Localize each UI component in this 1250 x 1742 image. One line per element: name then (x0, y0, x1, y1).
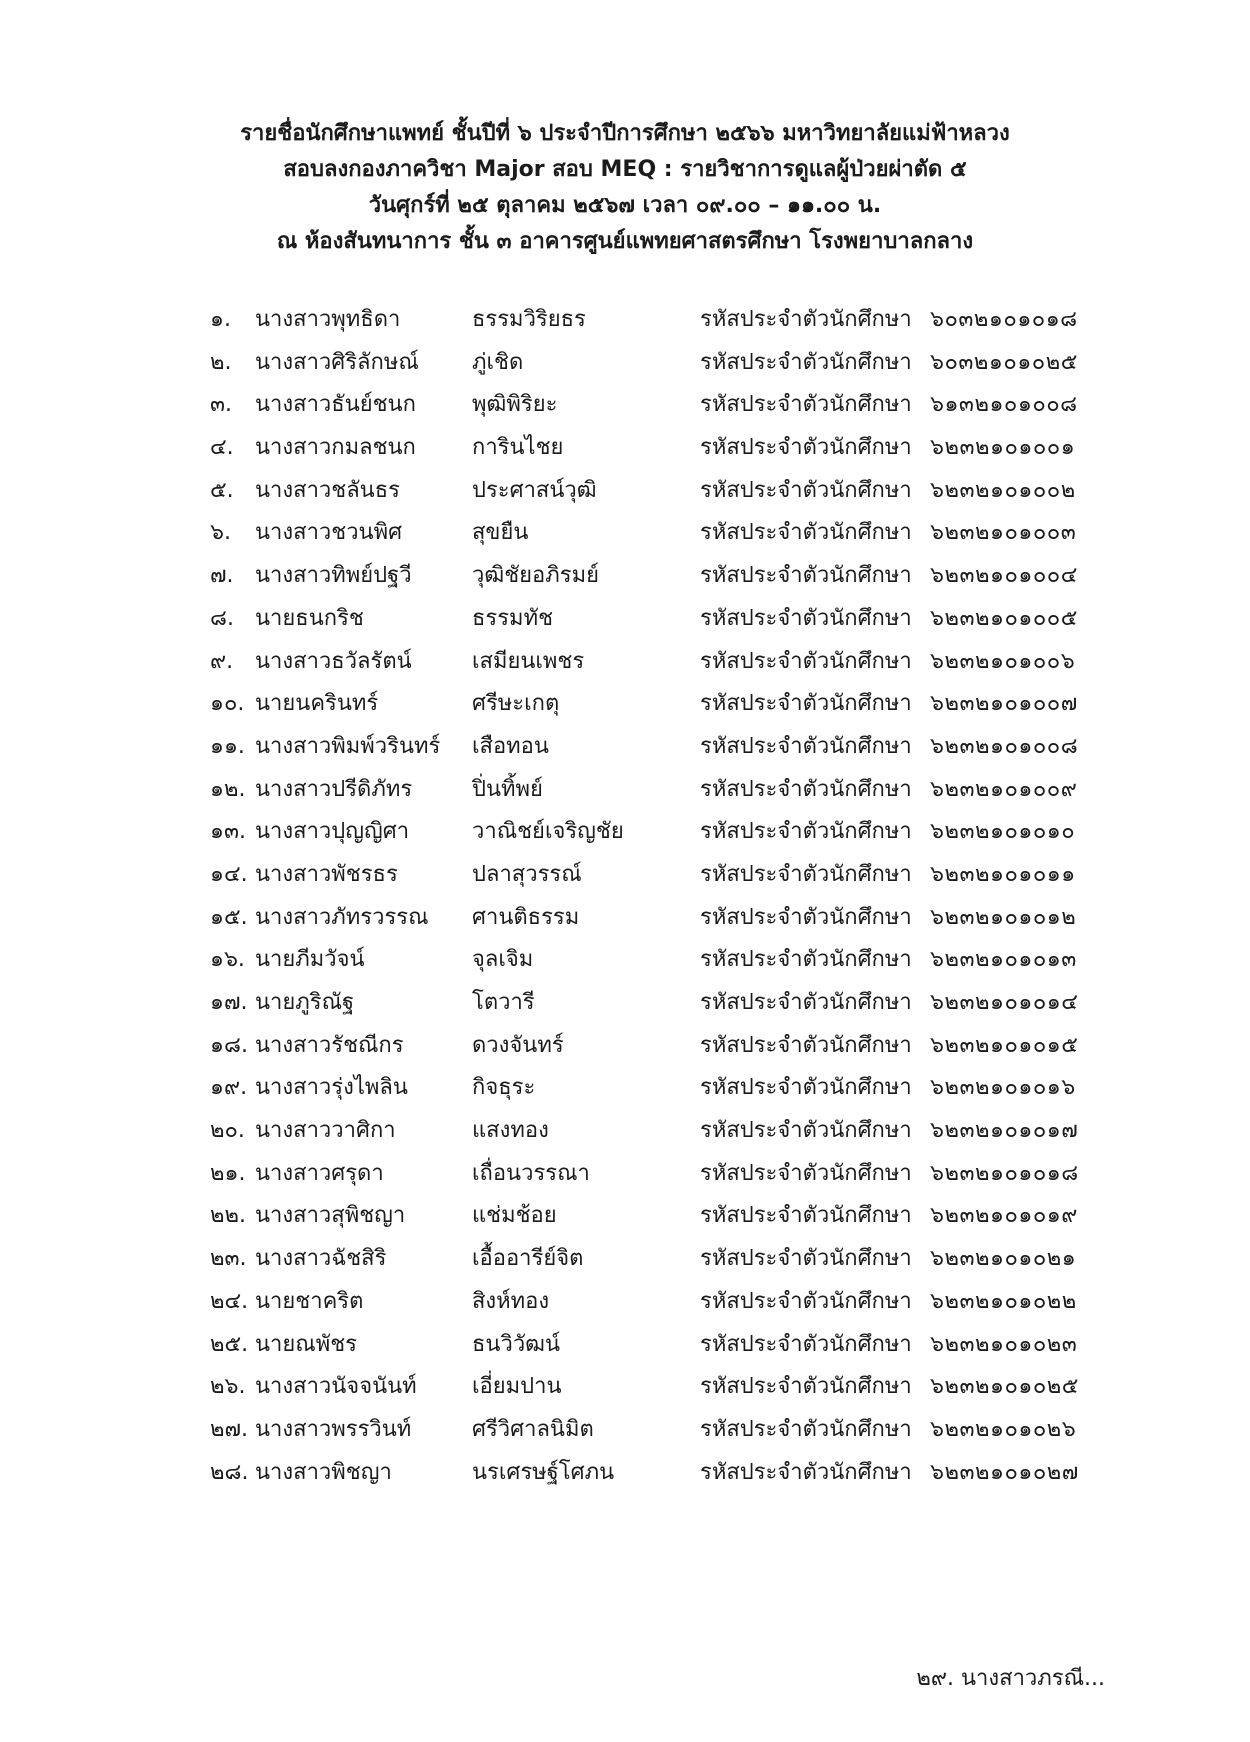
continuation-note: ๒๙. นางสาวภรณี... (916, 1666, 1105, 1691)
student-first-name: นางสาวศรุดา (255, 1160, 384, 1186)
student-number: ๒๔. (210, 1288, 249, 1314)
student-roster (210, 305, 1110, 1500)
student-id-label: รหัสประจำตัวนักศึกษา (700, 1374, 912, 1400)
student-number: ๑๖. (210, 947, 245, 973)
student-id-label: รหัสประจำตัวนักศึกษา (700, 990, 912, 1015)
student-id: ๖๒๓๒๑๐๑๐๐๔ (930, 563, 1078, 589)
student-id: ๖๒๓๒๑๐๑๐๑๑ (930, 861, 1076, 887)
student-row (210, 518, 1110, 561)
student-row (210, 732, 1110, 775)
student-first-name: นางสาวฉัชสิริ (255, 1246, 387, 1272)
student-number: ๒๓. (210, 1246, 247, 1272)
student-last-name: เถื่อนวรรณา (472, 1160, 590, 1186)
header-subject: สอบลงกองภาควิชา Major สอบ MEQ : รายวิชาการดูแลผู้ป่วยผ่าตัด ๕ (283, 157, 967, 182)
student-row (210, 433, 1110, 476)
student-last-name: ดวงจันทร์ (472, 1032, 564, 1058)
student-last-name: ภู่เชิด (472, 349, 524, 375)
student-last-name: แช่มช้อย (472, 1203, 557, 1229)
student-id: ๖๒๓๒๑๐๑๐๐๙ (930, 776, 1078, 802)
student-id: ๖๐๓๒๑๐๑๐๑๘ (930, 307, 1078, 332)
student-last-name: จุลเจิม (472, 947, 534, 973)
student-last-name: เอี่ยมปาน (472, 1374, 562, 1400)
student-id-label: รหัสประจำตัวนักศึกษา (700, 1118, 912, 1144)
student-id: ๖๒๓๒๑๐๑๐๒๕ (930, 1374, 1079, 1400)
student-id: ๖๒๓๒๑๐๑๐๑๙ (930, 1203, 1078, 1229)
student-first-name: นายภีมวัจน์ (255, 947, 365, 973)
student-first-name: นางสาวภัทรวรรณ (255, 904, 429, 930)
student-id-label: รหัสประจำตัวนักศึกษา (700, 947, 912, 973)
student-id: ๖๒๓๒๑๐๑๐๒๑ (930, 1246, 1077, 1272)
student-last-name: ปิ่นทิ้พย์ (472, 776, 543, 802)
student-last-name: สิงห์ทอง (472, 1288, 550, 1314)
student-last-name: ปลาสุวรรณ์ (472, 861, 582, 887)
student-id: ๖๒๓๒๑๐๑๐๐๘ (930, 733, 1079, 759)
student-id-label: รหัสประจำตัวนักศึกษา (700, 904, 912, 930)
student-id: ๖๒๓๒๑๐๑๐๑๐ (930, 819, 1076, 845)
student-last-name: การินไชย (472, 435, 564, 461)
student-number: ๒๖. (210, 1374, 246, 1400)
student-id-label: รหัสประจำตัวนักศึกษา (700, 1160, 912, 1186)
student-last-name: วุฒิชัยอภิรมย์ (472, 563, 599, 589)
student-first-name: นางสาวชลันธร (255, 477, 400, 503)
student-number: ๒. (210, 349, 232, 375)
student-last-name: โตวารี (472, 990, 535, 1015)
student-number: ๙. (210, 648, 234, 674)
student-id: ๖๒๓๒๑๐๑๐๒๗ (930, 1459, 1079, 1485)
student-id-label: รหัสประจำตัวนักศึกษา (700, 733, 912, 759)
student-last-name: พุฒิพิริยะ (472, 392, 558, 418)
header-location: ณ ห้องสันทนาการ ชั้น ๓ อาคารศูนย์แพทยศาสตรศึกษา โรงพยาบาลกลาง (276, 229, 974, 254)
student-id-label: รหัสประจำตัวนักศึกษา (700, 563, 912, 589)
student-first-name: นางสาวรุ่งไพลิน (255, 1075, 408, 1101)
student-first-name: นายธนกริช (255, 605, 364, 631)
student-row (210, 561, 1110, 604)
student-id: ๖๒๓๒๑๐๑๐๒๓ (930, 1331, 1078, 1357)
student-number: ๑๒. (210, 776, 246, 802)
student-id-label: รหัสประจำตัวนักศึกษา (700, 1331, 912, 1357)
student-number: ๑๓. (210, 819, 246, 845)
student-id-label: รหัสประจำตัวนักศึกษา (700, 435, 912, 461)
student-id: ๖๒๓๒๑๐๑๐๑๗ (930, 1118, 1079, 1144)
student-number: ๒๒. (210, 1203, 246, 1229)
student-id: ๖๒๓๒๑๐๑๐๐๖ (930, 648, 1076, 674)
student-number: ๒๗. (210, 1416, 249, 1442)
student-first-name: นางสาวปุญญิศา (255, 819, 410, 845)
student-first-name: นางสาวพุทธิดา (255, 307, 401, 332)
header-date-time: วันศุกร์ที่ ๒๕ ตุลาคม ๒๕๖๗ เวลา ๐๙.๐๐ – ๑๑.๐๐ น. (368, 193, 882, 218)
student-first-name: นายชาคริต (255, 1288, 364, 1314)
student-first-name: นางสาวปรีดิภัทร (255, 776, 413, 802)
student-row (210, 689, 1110, 732)
student-row (210, 988, 1110, 1031)
student-id-label: รหัสประจำตัวนักศึกษา (700, 605, 912, 631)
student-id: ๖๒๓๒๑๐๑๐๑๒ (930, 904, 1077, 930)
student-id: ๖๒๓๒๑๐๑๐๐๗ (930, 691, 1078, 717)
student-id: ๖๑๓๒๑๐๑๐๐๘ (930, 392, 1078, 418)
student-row (210, 647, 1110, 690)
student-id-label: รหัสประจำตัวนักศึกษา (700, 1459, 912, 1485)
student-number: ๑๕. (210, 904, 248, 930)
student-row (210, 1073, 1110, 1116)
student-last-name: ธรรมทัช (472, 605, 553, 631)
student-first-name: นายนครินทร์ (255, 691, 379, 717)
student-last-name: ประศาสน์วุฒิ (472, 477, 597, 503)
student-last-name: ศรีษะเกตุ (472, 691, 560, 717)
student-id: ๖๒๓๒๑๐๑๐๑๘ (930, 1160, 1079, 1186)
student-id-label: รหัสประจำตัวนักศึกษา (700, 477, 912, 503)
student-number: ๔. (210, 435, 234, 461)
student-row (210, 903, 1110, 946)
student-first-name: นายณพัชร (255, 1331, 357, 1357)
student-first-name: นางสาวธวัลรัตน์ (255, 648, 412, 674)
student-id: ๖๒๓๒๑๐๑๐๐๕ (930, 605, 1078, 631)
student-id: ๖๒๓๒๑๐๑๐๐๓ (930, 520, 1077, 546)
student-id-label: รหัสประจำตัวนักศึกษา (700, 1288, 912, 1314)
student-first-name: นางสาวรัชณีกร (255, 1032, 404, 1058)
student-row (210, 1201, 1110, 1244)
student-number: ๘. (210, 605, 234, 631)
student-id: ๖๒๓๒๑๐๑๐๒๖ (930, 1416, 1077, 1442)
student-first-name: นางสาวชวนพิศ (255, 520, 403, 546)
student-number: ๑๗. (210, 990, 248, 1015)
student-row (210, 817, 1110, 860)
student-id-label: รหัสประจำตัวนักศึกษา (700, 349, 912, 375)
student-last-name: ศานติธรรม (472, 904, 580, 930)
student-number: ๒๕. (210, 1331, 249, 1357)
student-number: ๑๑. (210, 733, 245, 759)
student-id-label: รหัสประจำตัวนักศึกษา (700, 1203, 912, 1229)
student-first-name: นางสาวนัจจนันท์ (255, 1374, 417, 1400)
student-row (210, 476, 1110, 519)
student-row (210, 1031, 1110, 1074)
student-row (210, 390, 1110, 433)
student-number: ๓. (210, 392, 233, 418)
student-row (210, 1458, 1110, 1501)
student-row (210, 604, 1110, 647)
student-last-name: นรเศรษฐ์โศภน (472, 1459, 615, 1485)
student-last-name: ธรรมวิริยธร (472, 307, 586, 332)
student-row (210, 348, 1110, 391)
student-row (210, 775, 1110, 818)
student-first-name: นางสาวพิมพ์วรินทร์ (255, 733, 441, 759)
student-last-name: กิจธุระ (472, 1075, 536, 1101)
student-id: ๖๒๓๒๑๐๑๐๐๑ (930, 435, 1076, 461)
student-id: ๖๒๓๒๑๐๑๐๑๓ (930, 947, 1077, 973)
student-last-name: เสมียนเพชร (472, 648, 585, 674)
student-row (210, 945, 1110, 988)
student-row (210, 1244, 1110, 1287)
document-header (0, 116, 1250, 260)
student-first-name: นางสาวศิริลักษณ์ (255, 349, 419, 375)
student-id-label: รหัสประจำตัวนักศึกษา (700, 520, 912, 546)
student-number: ๑๙. (210, 1075, 248, 1101)
student-id-label: รหัสประจำตัวนักศึกษา (700, 1416, 912, 1442)
student-row (210, 1415, 1110, 1458)
student-id: ๖๒๓๒๑๐๑๐๑๖ (930, 1075, 1076, 1101)
student-last-name: ศรีวิศาลนิมิต (472, 1416, 594, 1442)
student-row (210, 860, 1110, 903)
student-last-name: วาณิชย์เจริญชัย (472, 819, 624, 845)
student-id-label: รหัสประจำตัวนักศึกษา (700, 1075, 912, 1101)
student-number: ๖. (210, 520, 231, 546)
student-number: ๑. (210, 307, 231, 332)
student-number: ๗. (210, 563, 234, 589)
student-id-label: รหัสประจำตัวนักศึกษา (700, 861, 912, 887)
student-row (210, 1372, 1110, 1415)
student-last-name: สุขยืน (472, 520, 529, 546)
student-number: ๒๑. (210, 1160, 246, 1186)
student-id-label: รหัสประจำตัวนักศึกษา (700, 1032, 912, 1058)
student-id: ๖๒๓๒๑๐๑๐๒๒ (930, 1288, 1077, 1314)
student-number: ๒๘. (210, 1459, 249, 1485)
student-first-name: นางสาวพัชรธร (255, 861, 398, 887)
student-number: ๑๘. (210, 1032, 248, 1058)
header-title: รายชื่อนักศึกษาแพทย์ ชั้นปีที่ ๖ ประจำปีการศึกษา ๒๕๖๖ มหาวิทยาลัยแม่ฟ้าหลวง (240, 121, 1010, 146)
student-last-name: เสือทอน (472, 733, 549, 759)
student-first-name: นางสาวธันย์ชนก (255, 392, 416, 418)
student-first-name: นางสาวสุพิชญา (255, 1203, 406, 1229)
student-id-label: รหัสประจำตัวนักศึกษา (700, 392, 912, 418)
student-row (210, 1330, 1110, 1373)
student-id: ๖๒๓๒๑๐๑๐๑๕ (930, 1032, 1079, 1058)
student-last-name: เอื้ออารีย์จิต (472, 1246, 584, 1272)
student-row (210, 1287, 1110, 1330)
student-id-label: รหัสประจำตัวนักศึกษา (700, 776, 912, 802)
student-number: ๕. (210, 477, 234, 503)
student-id-label: รหัสประจำตัวนักศึกษา (700, 1246, 912, 1272)
student-last-name: ธนวิวัฒน์ (472, 1331, 561, 1357)
student-row (210, 1116, 1110, 1159)
student-id-label: รหัสประจำตัวนักศึกษา (700, 691, 912, 717)
student-first-name: นางสาวพิชญา (255, 1459, 392, 1485)
student-row (210, 1159, 1110, 1202)
student-id: ๖๒๓๒๑๐๑๐๑๔ (930, 990, 1079, 1015)
student-number: ๑๔. (210, 861, 248, 887)
student-first-name: นางสาววาศิกา (255, 1118, 396, 1144)
student-last-name: แสงทอง (472, 1118, 549, 1144)
student-id: ๖๒๓๒๑๐๑๐๐๒ (930, 477, 1076, 503)
student-first-name: นางสาวทิพย์ปฐวี (255, 563, 412, 589)
student-id-label: รหัสประจำตัวนักศึกษา (700, 819, 912, 845)
student-id-label: รหัสประจำตัวนักศึกษา (700, 307, 912, 332)
student-first-name: นางสาวกมลชนก (255, 435, 416, 461)
student-first-name: นางสาวพรรวินท์ (255, 1416, 412, 1442)
student-number: ๒๐. (210, 1118, 245, 1144)
student-number: ๑๐. (210, 691, 245, 717)
student-id: ๖๐๓๒๑๐๑๐๒๕ (930, 349, 1078, 375)
student-first-name: นายภูริณัฐ (255, 990, 355, 1015)
student-row (210, 305, 1110, 348)
student-id-label: รหัสประจำตัวนักศึกษา (700, 648, 912, 674)
